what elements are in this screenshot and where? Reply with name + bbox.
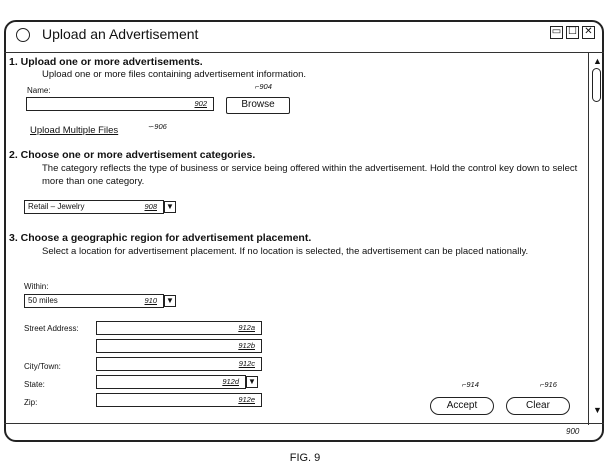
window-circle-icon[interactable] [16,28,30,42]
upload-multiple-files-link[interactable]: Upload Multiple Files [30,125,119,136]
titlebar-divider [4,52,604,53]
scroll-thumb[interactable] [592,68,601,102]
window-ref-number: 900 [566,427,580,436]
accept-ref: 914 [466,380,479,389]
figure-caption: FIG. 9 [289,452,321,464]
upload-multiple-callout: ∽906 [148,122,167,131]
state-select[interactable] [96,375,246,389]
category-select[interactable] [24,200,164,214]
category-dropdown-icon[interactable]: ▼ [164,201,176,213]
section3-heading: 3. Choose a geographic region for advertisement placement. [9,232,312,244]
within-ref: 910 [144,296,157,305]
browse-ref: 904 [259,82,272,91]
within-value: 50 miles [28,296,58,305]
zip-label: Zip: [24,398,38,407]
name-field[interactable] [26,97,214,111]
window-title: Upload an Advertisement [42,26,199,42]
city-field[interactable] [96,357,262,371]
city-ref: 912c [238,359,255,368]
within-dropdown-icon[interactable]: ▼ [164,295,176,307]
street-ref-b: 912b [238,341,255,350]
window-frame [4,20,604,442]
state-dropdown-icon[interactable]: ▼ [246,376,258,388]
section3-description: Select a location for advertisement placement. If no location is selected, the advertisement can be placed nationally. [42,246,529,257]
section2-description: The category reflects the type of business or service being offered within the advertisement. Hold the control key down to select more than one category. [42,163,578,187]
accept-callout: ⌐914 [462,380,479,389]
accept-button[interactable]: Accept [430,397,494,415]
street-address-field-1[interactable] [96,321,262,335]
zip-ref: 912e [238,395,255,404]
name-label: Name: [27,86,51,95]
scroll-down-icon[interactable]: ▼ [593,405,602,415]
browse-button[interactable]: Browse [226,97,290,114]
maximize-icon[interactable]: ☐ [566,26,579,39]
category-value: Retail – Jewelry [28,202,85,211]
city-label: City/Town: [24,362,61,371]
category-ref: 908 [144,202,157,211]
section2-heading: 2. Choose one or more advertisement categories. [9,149,256,161]
state-ref: 912d [222,377,239,386]
clear-button[interactable]: Clear [506,397,570,415]
within-select[interactable] [24,294,164,308]
street-ref-a: 912a [238,323,255,332]
state-label: State: [24,380,45,389]
clear-ref: 916 [544,380,557,389]
browse-callout: ⌐904 [255,82,272,91]
statusbar-divider [4,423,604,424]
clear-callout: ⌐916 [540,380,557,389]
close-icon[interactable]: ✕ [582,26,595,39]
minimize-icon[interactable]: ▭ [551,26,562,37]
scroll-up-icon[interactable]: ▲ [593,56,602,66]
upload-multiple-ref: 906 [154,122,167,131]
vertical-scrollbar[interactable] [588,52,605,425]
street-address-field-2[interactable] [96,339,262,353]
section1-description: Upload one or more files containing advertisement information. [42,69,307,80]
zip-field[interactable] [96,393,262,407]
section1-heading: 1. Upload one or more advertisements. [9,56,203,68]
within-label: Within: [24,282,49,291]
street-address-label: Street Address: [24,324,79,333]
name-field-ref: 902 [194,99,207,108]
